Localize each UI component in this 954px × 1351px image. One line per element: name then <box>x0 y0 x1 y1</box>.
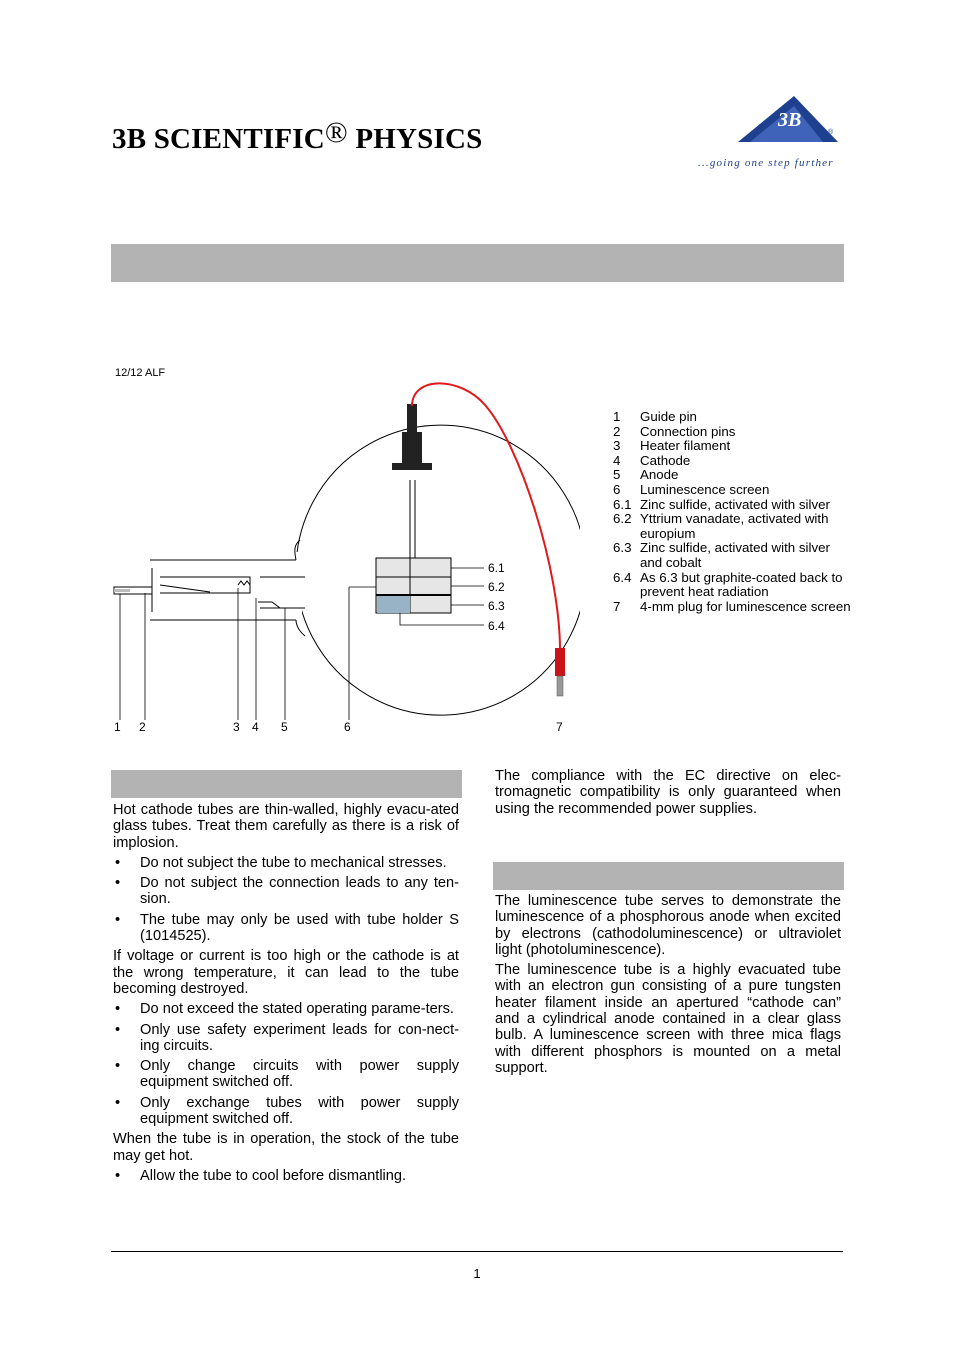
legend-item <box>613 454 853 469</box>
legend-text: Zinc sulfide, activated with silver <box>640 496 830 512</box>
legend-text: Zinc sulfide, activated with silver and cobalt <box>640 540 830 570</box>
bullet: • <box>115 911 121 928</box>
heater-filament <box>238 581 250 585</box>
description-column <box>495 893 841 1080</box>
list-item <box>113 1168 459 1184</box>
legend-num: 6 <box>613 481 621 497</box>
label-6-1: 6.1 <box>488 561 505 575</box>
neck-mask <box>290 552 302 628</box>
company-logo <box>698 96 843 170</box>
logo-graphic <box>698 96 843 170</box>
legend-num: 7 <box>613 598 621 614</box>
legend-text: Luminescence screen <box>640 481 770 497</box>
list-item <box>113 875 459 908</box>
emc-paragraph: The compliance with the EC directive on elec-tromagnetic compatibility is only guaranteed when using the recommended power supplies. <box>495 768 841 817</box>
logo-tagline: ...going one step further <box>698 157 834 169</box>
safety-para-2: If voltage or current is too high or the cathode is at the wrong temperature, it can lead to the tube becoming destroyed. <box>113 948 459 997</box>
list-item <box>113 855 459 871</box>
socket-body <box>402 432 422 465</box>
list-item-text: Allow the tube to cool before dismantling. <box>140 1167 407 1184</box>
legend-item <box>613 468 853 483</box>
legend-item <box>613 410 853 425</box>
label-6-3: 6.3 <box>488 599 505 613</box>
brand-title <box>112 116 483 156</box>
label-5: 5 <box>281 720 288 734</box>
bullet: • <box>115 875 121 892</box>
legend-item <box>613 498 853 513</box>
legend-num: 2 <box>613 423 621 439</box>
legend-text: Connection pins <box>640 423 736 439</box>
legend-num: 6.3 <box>613 540 632 556</box>
legend-num: 6.4 <box>613 569 632 585</box>
document-code: 12/12 ALF <box>115 367 166 379</box>
legend-item <box>613 541 853 570</box>
logo-reg-mark: ® <box>828 129 834 136</box>
legend-num: 3 <box>613 438 621 454</box>
description-heading-bar <box>493 862 844 890</box>
legend-text: As 6.3 but graphite-coated back to prevent heat radiation <box>640 569 843 600</box>
logo-3b-text: 3B <box>778 109 802 131</box>
graphite-coated-flag <box>377 596 410 613</box>
safety-intro: Hot cathode tubes are thin-walled, highly evacu-ated glass tubes. Treat them carefully as there is a risk of implosion. <box>113 802 459 851</box>
guide-pin-fill <box>114 589 130 592</box>
legend-text: Cathode <box>640 452 691 468</box>
legend-text: Anode <box>640 467 679 483</box>
socket-plug <box>407 404 417 434</box>
description-para-1: The luminescence tube serves to demonstrate the luminescence of a phosphorous anode when excited by electrons (cathodoluminescence) or ultraviolet light (photoluminescence). <box>495 893 841 958</box>
list-item-text: Only use safety experiment leads for con-nect-ing circuits. <box>140 1021 459 1054</box>
legend-item <box>613 483 853 498</box>
label-4: 4 <box>252 720 259 734</box>
list-item <box>113 1022 459 1055</box>
plug-body <box>555 648 565 676</box>
label-2: 2 <box>139 720 146 734</box>
label-1: 1 <box>114 720 121 734</box>
bullet: • <box>115 1094 121 1111</box>
safety-list-2 <box>113 1001 459 1127</box>
legend-item <box>613 571 853 600</box>
plug-pin <box>557 676 563 696</box>
label-6-4: 6.4 <box>488 619 505 633</box>
safety-heading-bar <box>111 770 462 798</box>
safety-para-3: When the tube is in operation, the stock of the tube may get hot. <box>113 1131 459 1164</box>
registered-mark: ® <box>324 116 348 149</box>
description-para-2: The luminescence tube is a highly evacuated tube with an electron gun consisting of a pure tungsten heater filament inside an apertured “cathode can” and a cylindrical anode contained in a clear glass bulb. A luminescence screen with three mica flags with different phosphors is mounted on a metal support. <box>495 962 841 1076</box>
label-6: 6 <box>344 720 351 734</box>
list-item-text: Do not subject the connection leads to any ten- sion. <box>140 875 459 908</box>
legend-text: 4-mm plug for luminescence screen <box>640 598 851 614</box>
legend-num: 1 <box>613 409 621 424</box>
tube-neck-lines <box>150 560 296 620</box>
part-leaders <box>120 587 376 720</box>
bullet: • <box>115 1058 121 1075</box>
safety-column <box>113 802 459 1188</box>
cathode-can <box>160 577 250 593</box>
label-6-2: 6.2 <box>488 580 505 594</box>
list-item-text: Do not subject the tube to mechanical stresses. <box>140 854 447 871</box>
legend-num: 6.1 <box>613 496 632 512</box>
list-item-text: Only change circuits with power supply equipment switched off. <box>140 1058 459 1091</box>
legend-item <box>613 512 853 541</box>
tube-diagram <box>100 380 580 740</box>
legend-num: 6.2 <box>613 511 632 527</box>
legend-item <box>613 425 853 440</box>
safety-list-1 <box>113 855 459 944</box>
list-item <box>113 1095 459 1128</box>
label-3: 3 <box>233 720 240 734</box>
label-7: 7 <box>556 720 563 734</box>
bullet: • <box>115 854 121 871</box>
legend-text: Heater filament <box>640 438 731 454</box>
legend-item <box>613 439 853 454</box>
bullet: • <box>115 1001 121 1018</box>
list-item <box>113 912 459 945</box>
legend-text: Yttrium vanadate, activated with europium <box>640 511 829 541</box>
legend-item <box>613 600 853 615</box>
legend-num: 4 <box>613 452 621 468</box>
safety-list-3 <box>113 1168 459 1184</box>
brand-main: 3B SCIENTIFIC <box>112 123 325 155</box>
title-bar <box>111 244 844 282</box>
footer-rule <box>111 1251 843 1252</box>
parts-legend <box>613 410 853 614</box>
brand-tail: PHYSICS <box>347 123 483 155</box>
list-item-text: The tube may only be used with tube holder S (1014525). <box>140 911 459 945</box>
legend-text: Guide pin <box>640 409 697 424</box>
list-item <box>113 1058 459 1091</box>
page-number: 1 <box>473 1266 481 1281</box>
legend-num: 5 <box>613 467 621 483</box>
list-item <box>113 1001 459 1017</box>
list-item-text: Only exchange tubes with power supply equipment switched off. <box>140 1094 459 1128</box>
bullet: • <box>115 1021 121 1038</box>
bullet: • <box>115 1167 121 1184</box>
list-item-text: Do not exceed the stated operating parame-ters. <box>140 1001 454 1018</box>
